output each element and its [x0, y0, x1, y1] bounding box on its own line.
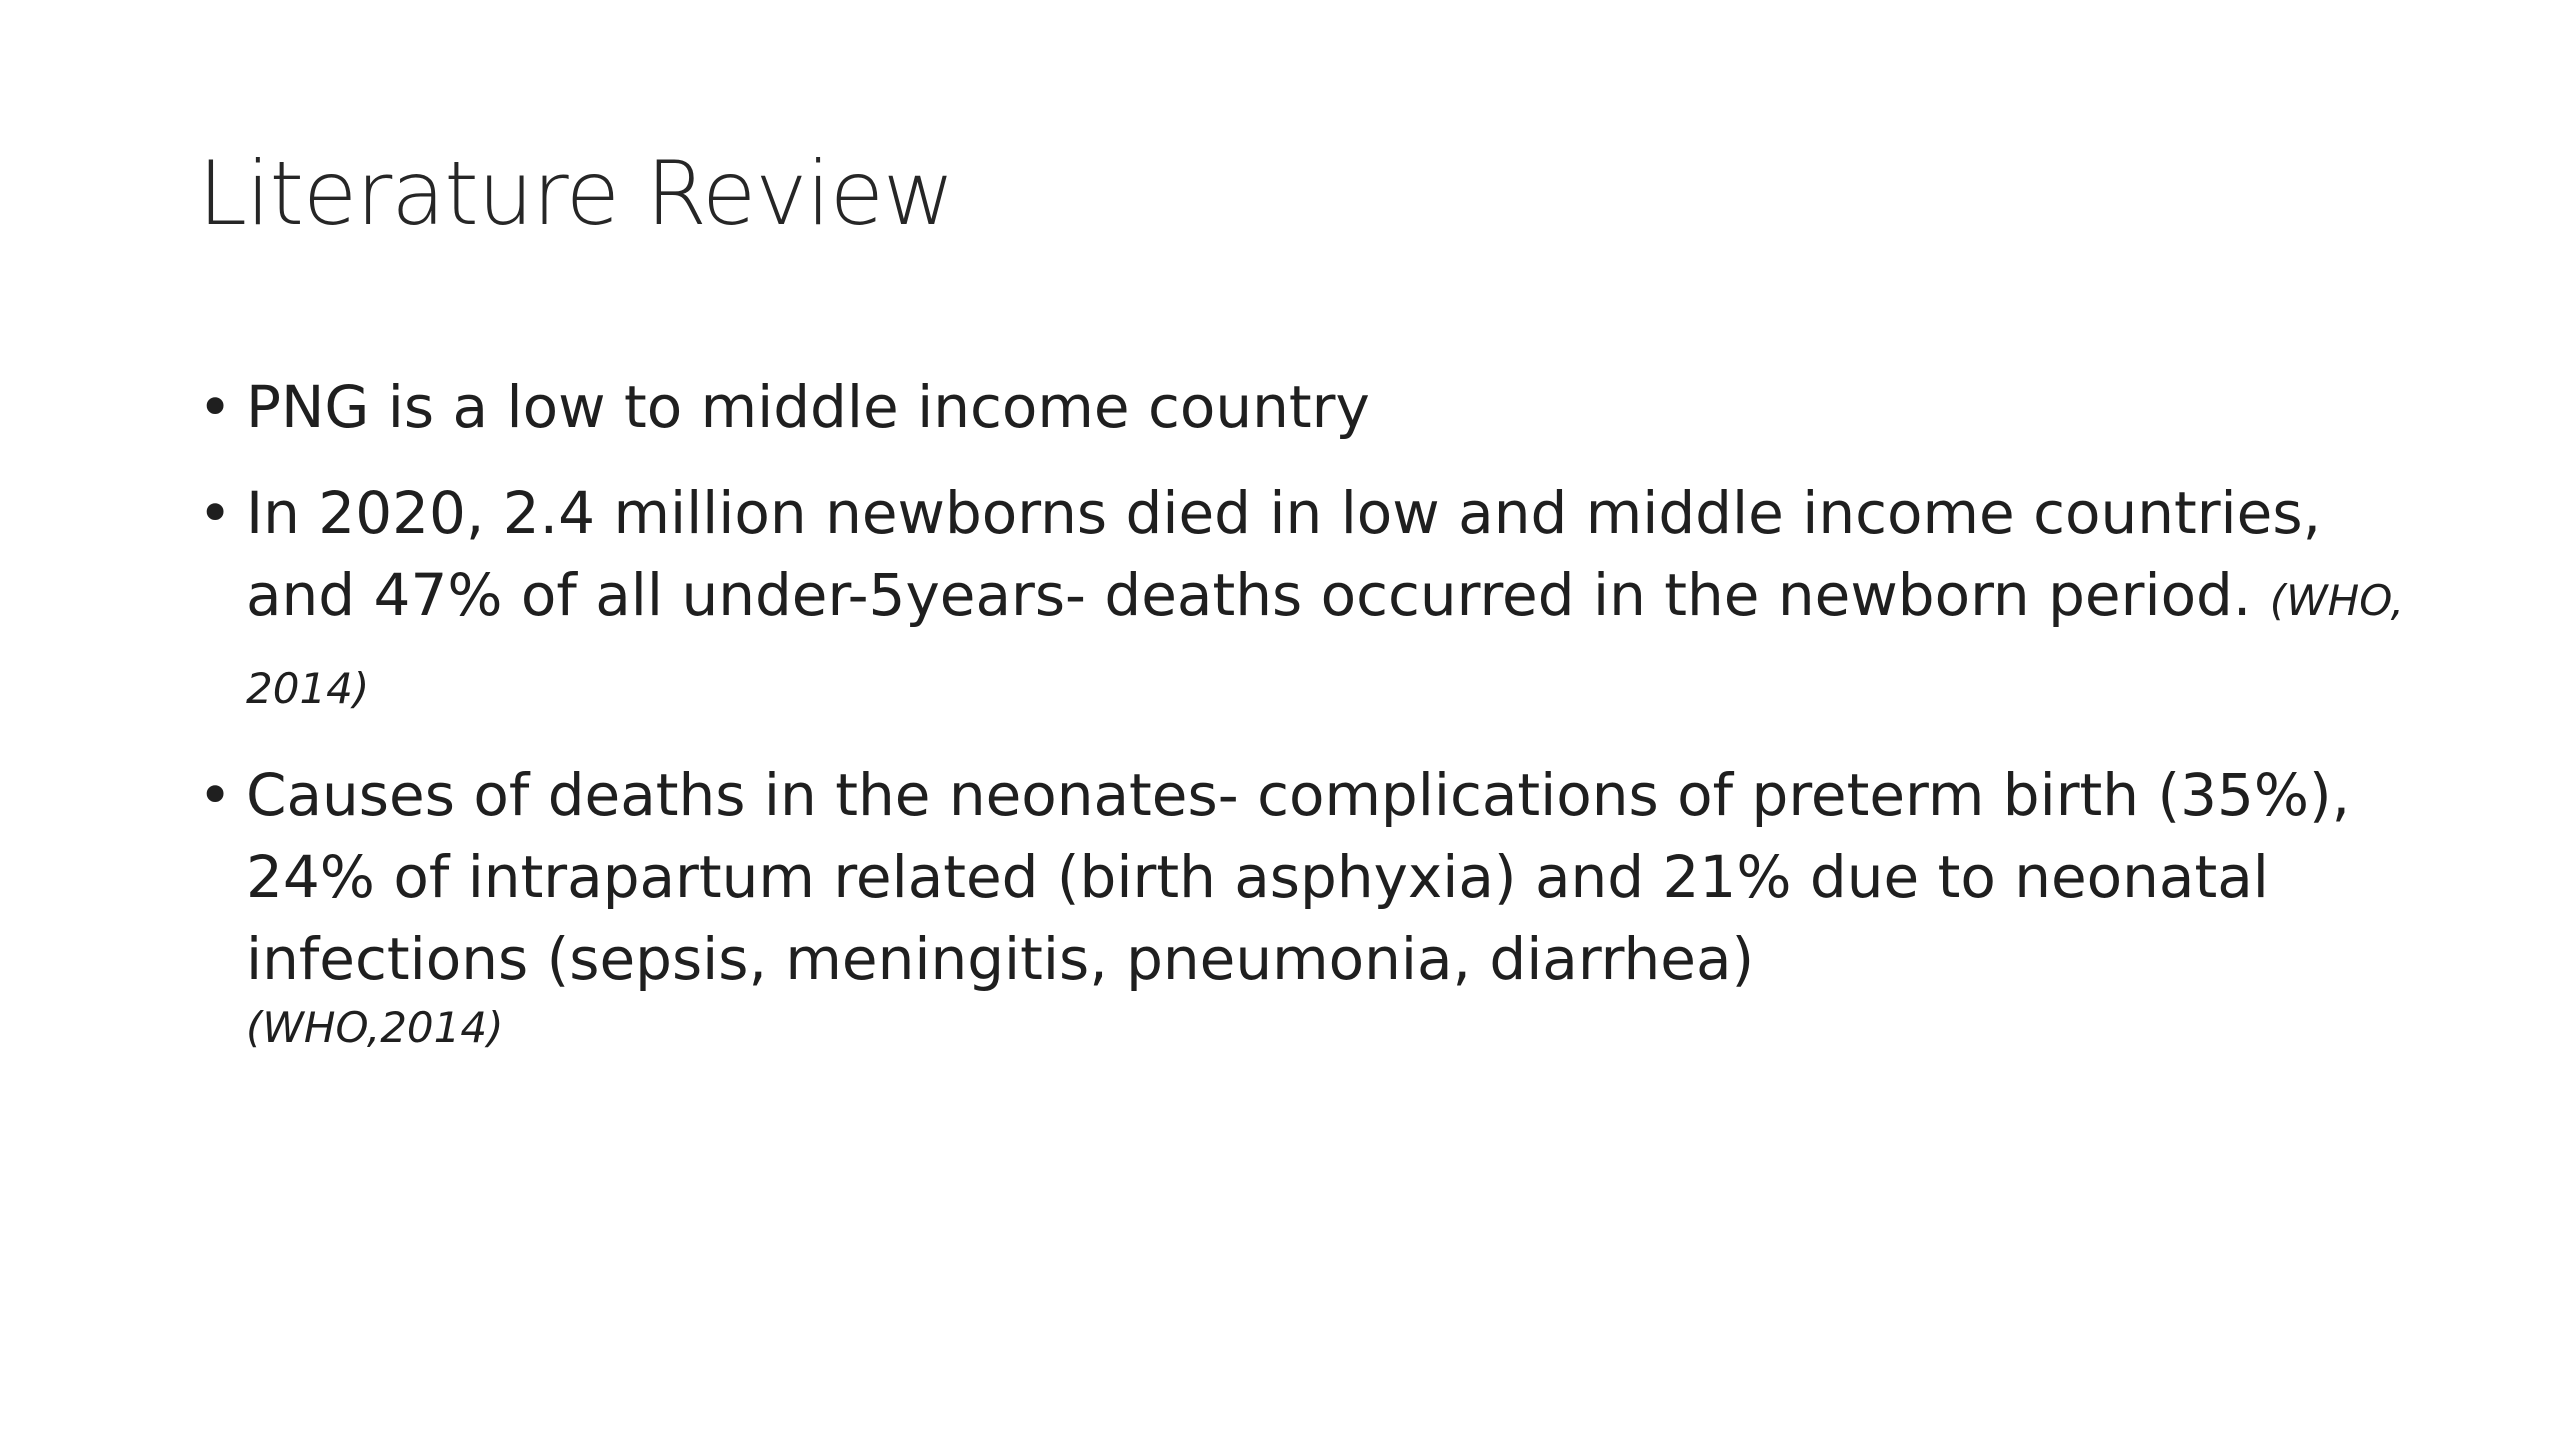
bullet-text: Causes of deaths in the neonates- complications of preterm birth (35%), 24% of intrapartum related (birth asphyxia) and 21% due to neonatal infections (sepsis, meningitis, pneumonia, diarrhea): [246, 761, 2351, 993]
bullet-icon: •: [198, 373, 233, 441]
bullet-text: In 2020, 2.4 million newborns died in low and middle income countries, and 47% of all under-5years- deaths occurred in the newborn period.: [246, 479, 2322, 629]
slide-title: Literature Review: [198, 142, 954, 245]
bullet-icon: •: [198, 479, 233, 547]
bullet-icon: •: [198, 761, 233, 829]
bullet-item: [198, 472, 2448, 730]
bullet-text: PNG is a low to middle income country: [246, 373, 1370, 441]
citation: (WHO,2014): [246, 1003, 504, 1052]
bullet-list: [198, 366, 2448, 1080]
citation: (WHO, 2014): [246, 576, 2404, 713]
bullet-item: [198, 754, 2448, 1056]
bullet-item: [198, 366, 2448, 448]
